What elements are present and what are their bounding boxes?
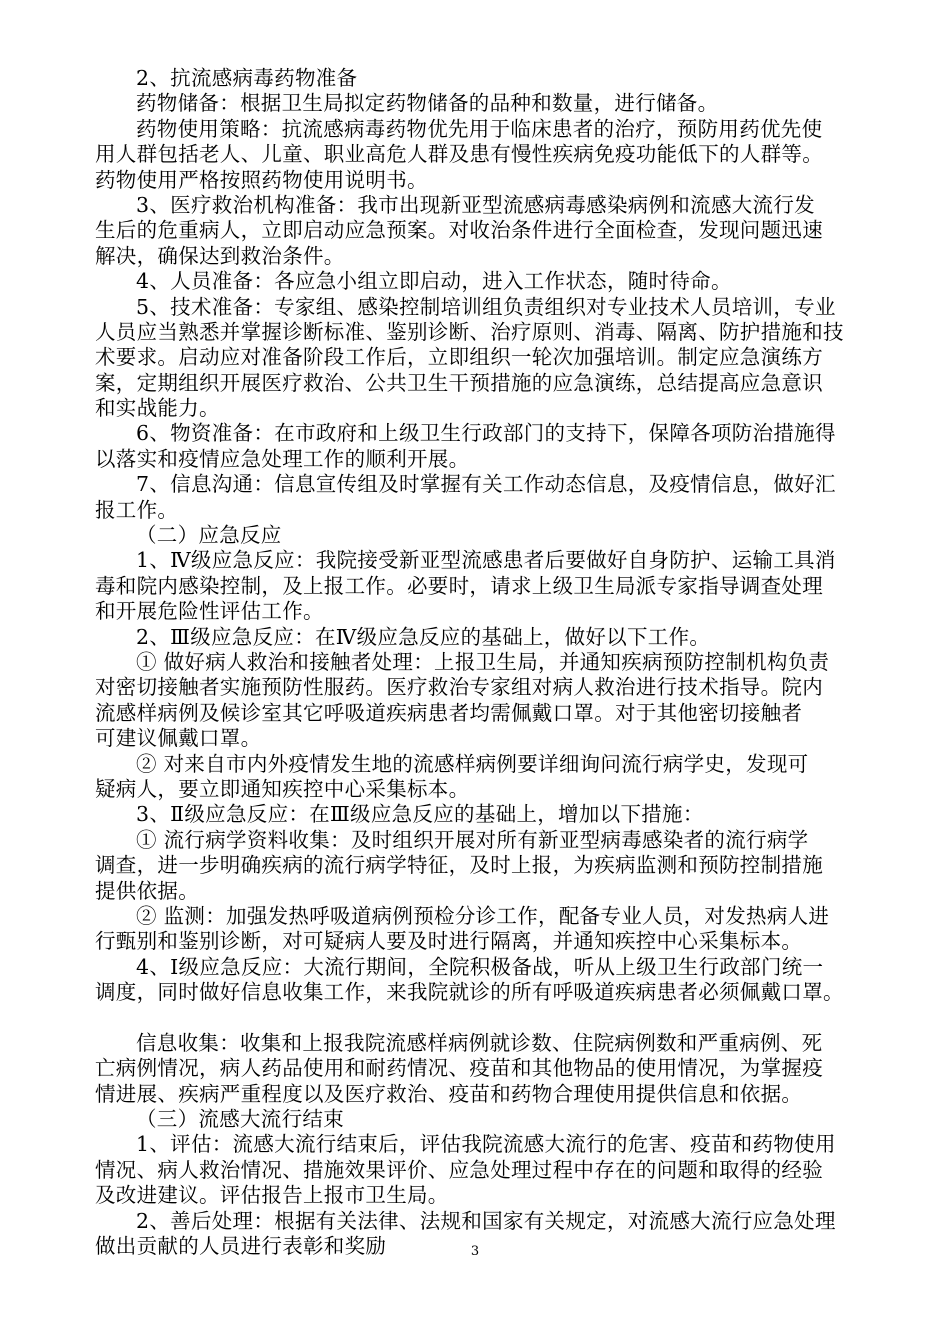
blank-line [95, 1005, 873, 1030]
text-line: 以落实和疫情应急处理工作的顺利开展。 [95, 446, 470, 471]
text-line: 疑病人，要立即通知疾控中心采集标本。 [95, 776, 470, 801]
text-line: 调查，进一步明确疾病的流行病学特征，及时上报，为疾病监测和预防控制措施 [95, 853, 823, 878]
text-line: 报工作。 [95, 497, 179, 522]
text-line: 1、Ⅳ级应急反应：我院接受新亚型流感患者后要做好自身防护、运输工具消 [136, 548, 836, 573]
text-line: 做出贡献的人员进行表彰和奖励 [95, 1233, 387, 1258]
text-line: 1、评估：流感大流行结束后，评估我院流感大流行的危害、疫苗和药物使用 [136, 1132, 836, 1157]
text-line: 信息收集：收集和上报我院流感样病例就诊数、住院病例数和严重病例、死 [136, 1030, 823, 1055]
text-line: 6、物资准备：在市政府和上级卫生行政部门的支持下，保障各项防治措施得 [136, 421, 836, 446]
text-line: 提供依据。 [95, 878, 199, 903]
page-number: 3 [470, 1244, 480, 1259]
text-line: 3、医疗救治机构准备：我市出现新亚型流感病毒感染病例和流感大流行发 [136, 192, 815, 217]
text-line: 药物使用严格按照药物使用说明书。 [95, 167, 428, 192]
document-body [95, 66, 873, 1259]
text-line: 3、Ⅱ级应急反应：在Ⅲ级应急反应的基础上，增加以下措施： [136, 802, 704, 827]
text-line: ② 对来自市内外疫情发生地的流感样病例要详细询问流行病学史，发现可 [136, 751, 809, 776]
text-line: 毒和院内感染控制，及上报工作。必要时，请求上级卫生局派专家指导调查处理 [95, 573, 823, 598]
text-line: 4、人员准备：各应急小组立即启动，进入工作状态，随时待命。 [136, 269, 732, 294]
text-line: 2、善后处理：根据有关法律、法规和国家有关规定，对流感大流行应急处理 [136, 1208, 836, 1233]
text-line: 及改进建议。评估报告上报市卫生局。 [95, 1183, 449, 1208]
text-line: 情况、病人救治情况、措施效果评价、应急处理过程中存在的问题和取得的经验 [95, 1157, 823, 1182]
text-line: 7、信息沟通：信息宣传组及时掌握有关工作动态信息，及疫情信息，做好汇 [136, 472, 836, 497]
text-line: 人员应当熟悉并掌握诊断标准、鉴别诊断、治疗原则、消毒、隔离、防护措施和技 [95, 319, 844, 344]
text-line: ① 做好病人救治和接触者处理：上报卫生局，并通知疾病预防控制机构负责 [136, 649, 830, 674]
text-line: 术要求。启动应对准备阶段工作后，立即组织一轮次加强培训。制定应急演练方 [95, 345, 823, 370]
text-line: 药物使用策略：抗流感病毒药物优先用于临床患者的治疗，预防用药优先使 [136, 116, 823, 141]
text-line: 生后的危重病人，立即启动应急预案。对收治条件进行全面检查，发现问题迅速 [95, 218, 823, 243]
text-line: 案，定期组织开展医疗救治、公共卫生干预措施的应急演练，总结提高应急意识 [95, 370, 823, 395]
text-line: 和实战能力。 [95, 396, 220, 421]
text-line: 5、技术准备：专家组、感染控制培训组负责组织对专业技术人员培训，专业 [136, 294, 836, 319]
text-line: （二）应急反应 [136, 523, 282, 548]
text-line: 解决，确保达到救治条件。 [95, 243, 345, 268]
text-line: ① 流行病学资料收集：及时组织开展对所有新亚型病毒感染者的流行病学 [136, 827, 809, 852]
text-line: 2、抗流感病毒药物准备 [136, 66, 358, 90]
text-line: ② 监测：加强发热呼吸道病例预检分诊工作，配备专业人员，对发热病人进 [136, 903, 830, 928]
text-line: 2、Ⅲ级应急反应：在Ⅳ级应急反应的基础上，做好以下工作。 [136, 624, 711, 649]
text-line: 4、Ⅰ级应急反应：大流行期间，全院积极备战，听从上级卫生行政部门统一 [136, 954, 824, 979]
text-line: （三）流感大流行结束 [136, 1107, 344, 1132]
text-line: 亡病例情况，病人药品使用和耐药情况、疫苗和其他物品的使用情况，为掌握疫 [95, 1056, 823, 1081]
text-line: 和开展危险性评估工作。 [95, 599, 324, 624]
text-line: 情进展、疾病严重程度以及医疗救治、疫苗和药物合理使用提供信息和依据。 [95, 1081, 803, 1106]
text-line: 用人群包括老人、儿童、职业高危人群及患有慢性疾病免疫功能低下的人群等。 [95, 142, 823, 167]
text-line: 药物储备：根据卫生局拟定药物储备的品种和数量，进行储备。 [136, 91, 719, 116]
text-line: 可建议佩戴口罩。 [95, 726, 262, 751]
text-line: 对密切接触者实施预防性服药。医疗救治专家组对病人救治进行技术指导。院内 [95, 675, 823, 700]
text-line: 流感样病例及候诊室其它呼吸道疾病患者均需佩戴口罩。对于其他密切接触者 [95, 700, 803, 725]
text-line: 调度，同时做好信息收集工作，来我院就诊的所有呼吸道疾病患者必须佩戴口罩。 [95, 980, 844, 1005]
text-line: 行甄别和鉴别诊断，对可疑病人要及时进行隔离，并通知疾控中心采集标本。 [95, 929, 803, 954]
